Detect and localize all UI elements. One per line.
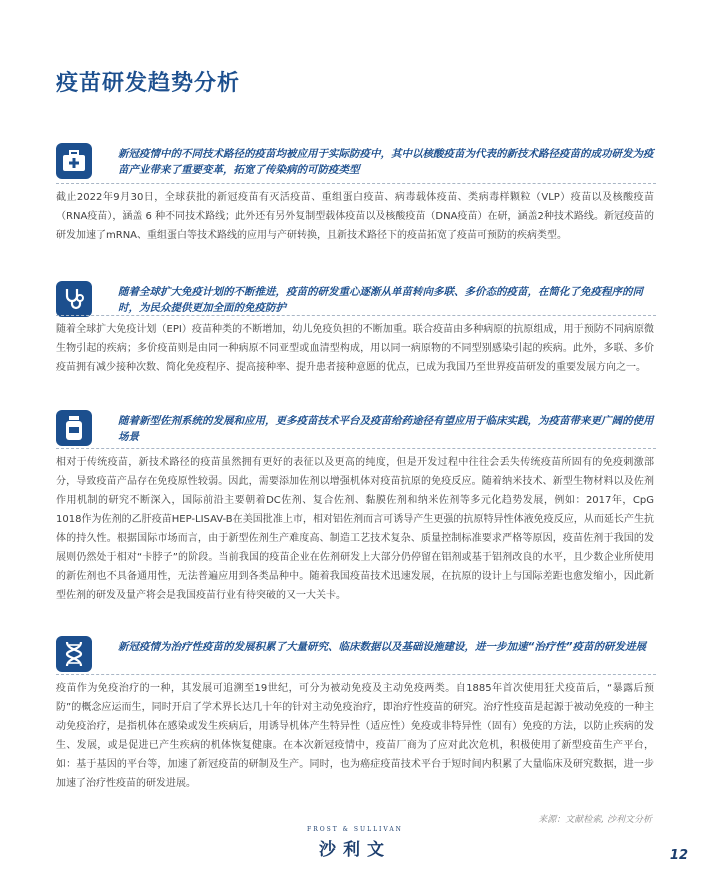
section-divider — [56, 448, 656, 449]
source-note: 来源：文献检索, 沙利文分析 — [538, 815, 652, 825]
page-title: 疫苗研发趋势分析 — [56, 71, 241, 96]
dna-icon — [56, 636, 92, 672]
section-title: 随着全球扩大免疫计划的不断推进，疫苗的研发重心逐渐从单苗转向多联、多价态的疫苗，在简化了免疫程序的同时，为民众提供更加全面的免疫防护 — [118, 286, 643, 314]
section-title: 新冠疫情中的不同技术路径的疫苗均被应用于实际防疫中，其中以核酸疫苗为代表的新技术路径疫苗的成功研发为疫苗产业带来了重要变革，拓宽了传染病的可防疫类型 — [118, 148, 654, 176]
section-combination-vaccines — [56, 281, 656, 373]
section-body: 随着全球扩大免疫计划（EPI）疫苗种类的不断增加，幼儿免疫负担的不断加重。联合疫苗由多种病原的抗原组成，用于预防不同病原微生物引起的疾病；多价疫苗则是由同一种病原不同亚型或血清型构成，用以同一病原物的不同型别感染引起的疾病。此外，多联、多价疫苗拥有减少接种次数、简化免疫程序、提高接种率、提升患者接种意愿的优点，已成为我国乃至世界疫苗研发的重要发展方向之一。 — [56, 324, 654, 373]
brand-english: FROST & SULLIVAN — [307, 826, 403, 833]
page-number: 12 — [669, 848, 688, 863]
section-header — [56, 410, 656, 450]
section-header — [56, 143, 656, 183]
brand-logo — [0, 826, 710, 860]
section-header — [56, 636, 656, 676]
section-title: 新冠疫情为治疗性疫苗的发展积累了大量研究、临床数据以及基础设施建设，进一步加速“治疗性”疫苗的研发进展 — [118, 641, 647, 653]
section-body: 疫苗作为免疫治疗的一种，其发展可追溯至19世纪，可分为被动免疫及主动免疫两类。自1885年首次使用狂犬疫苗后，“暴露后预防”的概念应运而生，同时开启了学术界长达几十年的针对主动免疫治疗，即治疗性疫苗的研究。治疗性疫苗是起源于被动免疫的一种主动免疫治疗，是指机体在感染或发生疾病后，用诱导机体产生特异性（适应性）免疫或非特异性（固有）免疫的方法，以防止疾病的发生、发展，或是促进已产生疾病的机体恢复健康。在本次新冠疫情中，疫苗厂商为了应对此次危机，积极使用了新型疫苗生产平台，如：基于基因的平台等，加速了新冠疫苗的研制及生产。同时，也为癌症疫苗技术平台于短时间内积累了大量临床及研究数据，进一步加速了治疗性疫苗的研发进展。 — [56, 683, 654, 789]
medicine-bottle-icon — [56, 410, 92, 446]
first-aid-kit-icon — [56, 143, 92, 179]
section-technology-paths — [56, 143, 656, 241]
section-divider — [56, 674, 656, 675]
section-adjuvants — [56, 410, 656, 601]
section-body: 截止2022年9月30日，全球获批的新冠疫苗有灭活疫苗、重组蛋白疫苗、病毒载体疫苗、类病毒样颗粒（VLP）疫苗以及核酸疫苗（RNA疫苗），涵盖 6 种不同技术路线；此外还有另外复制型载体疫苗以及核酸疫苗（DNA疫苗）在研，涵盖2种技术路线。新冠疫苗的研发加速了mRNA、重组蛋白等技术路线的应用与产研转换，且新技术路径下的疫苗拓宽了疫苗可预防的疾病类型。 — [56, 192, 654, 241]
section-divider — [56, 315, 656, 316]
section-body: 相对于传统疫苗，新技术路径的疫苗虽然拥有更好的表征以及更高的纯度，但是开发过程中往往会丢失传统疫苗所固有的免疫刺激部分，导致疫苗产品存在免疫原性较弱。因此，需要添加佐剂以增强机体对疫苗抗原的免疫反应。随着纳米技术、新型生物材料以及佐剂作用机制的研究不断深入，国际前沿主要朝着DC佐剂、复合佐剂、黏膜佐剂和纳米佐剂等多元化趋势发展，例如：2017年，CpG 1018作为佐剂的乙肝疫苗HEP-LISAV-B在美国批准上市，相对铝佐剂而言可诱导产生更强的抗原特异性体液免疫反应，从而延长产生抗体的持久性。根据国际市场而言，由于新型佐剂生产难度高、制造工艺技术复杂、质量控制标准要求严格等原因，疫苗佐剂于我国的发展则仍然处于相对“卡脖子”的阶段。当前我国的疫苗企业在佐剂研发上大部分仍停留在铝剂或基于铝剂改良的水平，且少数企业所使用的新佐剂也不具备通用性，无法普遍应用到各类品种中。随着我国疫苗技术迅速发展，在抗原的设计上与国际差距也愈发缩小，因此新型佐剂的研发及量产将会是我国疫苗行业有待突破的又一大关卡。 — [56, 457, 654, 601]
brand-chinese: 沙利文 — [319, 840, 391, 860]
stethoscope-icon — [56, 281, 92, 317]
section-title: 随着新型佐剂系统的发展和应用，更多疫苗技术平台及疫苗给药途径有望应用于临床实践，为疫苗带来更广阔的使用场景 — [118, 415, 654, 443]
section-divider — [56, 183, 656, 184]
section-therapeutic-vaccines — [56, 636, 656, 789]
